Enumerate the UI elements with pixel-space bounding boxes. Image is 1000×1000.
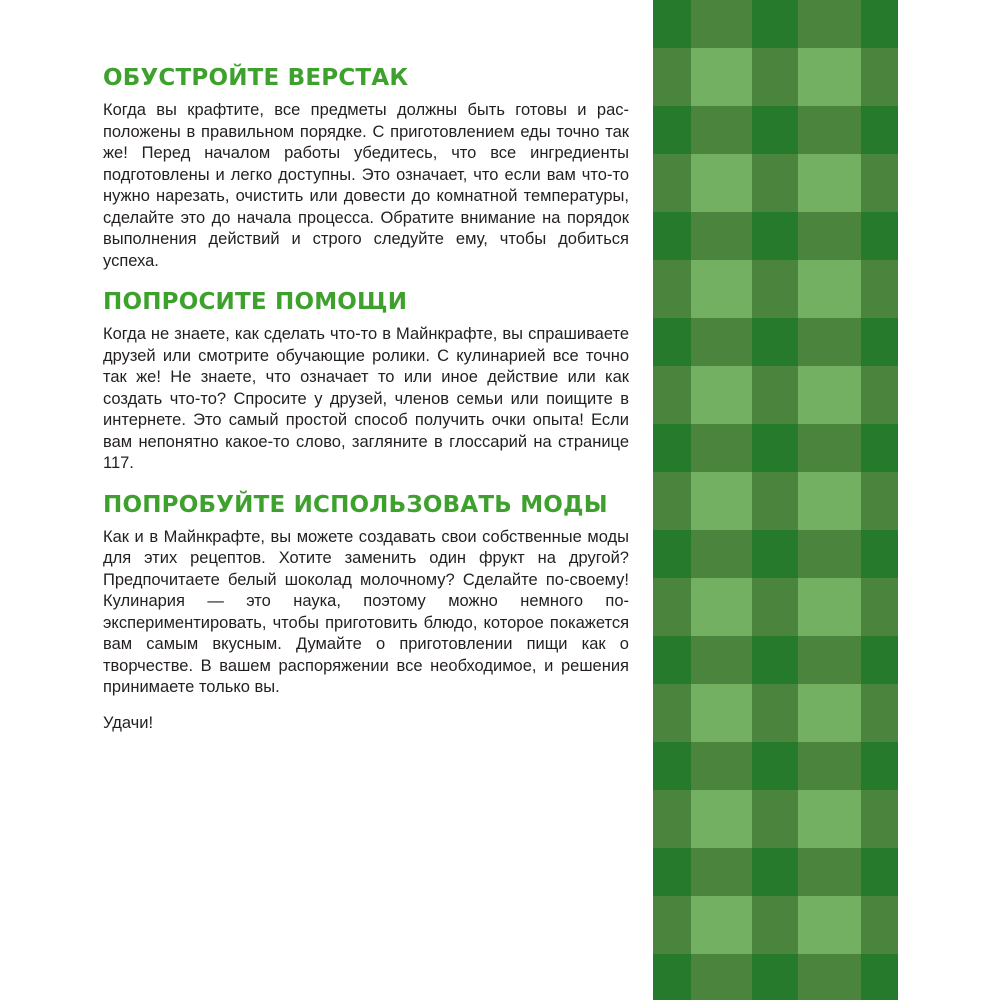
plaid-cell bbox=[861, 896, 898, 954]
plaid-cell bbox=[752, 578, 798, 636]
plaid-cell bbox=[653, 48, 691, 106]
plaid-cell bbox=[653, 0, 691, 48]
plaid-cell bbox=[752, 260, 798, 318]
plaid-cell bbox=[861, 578, 898, 636]
plaid-cell bbox=[752, 954, 798, 1000]
section-body-ask-help: Когда не знаете, как сделать что-то в Майнкрафте, вы спрашиваете друзей или смотрите обучающие ролики. С кулинарией все точно так же! Не знаете, что означает то или иное действие или как создать что-то? Спросите у друзей, членов семьи или поищите в интернете. Это самый простой способ получить очки опыта! Если вам непонятно какое-то слово, загляните в глоссарий на странице 117. bbox=[103, 325, 629, 472]
plaid-cell bbox=[653, 366, 691, 424]
plaid-cell bbox=[752, 424, 798, 472]
plaid-cell bbox=[798, 260, 861, 318]
plaid-cell bbox=[798, 366, 861, 424]
plaid-cell bbox=[653, 742, 691, 790]
plaid-cell bbox=[861, 154, 898, 212]
plaid-cell bbox=[752, 0, 798, 48]
plaid-cell bbox=[861, 684, 898, 742]
section-title-workbench: ОБУСТРОЙТЕ ВЕРСТАК bbox=[103, 65, 409, 91]
plaid-cell bbox=[752, 318, 798, 366]
plaid-cell bbox=[691, 0, 752, 48]
plaid-cell bbox=[691, 790, 752, 848]
plaid-cell bbox=[798, 106, 861, 154]
plaid-cell bbox=[861, 260, 898, 318]
plaid-cell bbox=[691, 954, 752, 1000]
plaid-cell bbox=[861, 636, 898, 684]
plaid-cell bbox=[653, 636, 691, 684]
plaid-cell bbox=[752, 790, 798, 848]
plaid-cell bbox=[653, 472, 691, 530]
plaid-cell bbox=[861, 424, 898, 472]
plaid-cell bbox=[752, 848, 798, 896]
plaid-cell bbox=[861, 106, 898, 154]
plaid-cell bbox=[691, 636, 752, 684]
plaid-cell bbox=[752, 472, 798, 530]
plaid-cell bbox=[691, 896, 752, 954]
plaid-cell bbox=[861, 366, 898, 424]
plaid-cell bbox=[798, 318, 861, 366]
plaid-cell bbox=[798, 954, 861, 1000]
plaid-cell bbox=[691, 106, 752, 154]
plaid-cell bbox=[653, 530, 691, 578]
plaid-cell bbox=[798, 578, 861, 636]
plaid-cell bbox=[798, 742, 861, 790]
plaid-cell bbox=[798, 530, 861, 578]
plaid-cell bbox=[691, 742, 752, 790]
plaid-cell bbox=[861, 848, 898, 896]
plaid-cell bbox=[653, 106, 691, 154]
plaid-cell bbox=[691, 366, 752, 424]
plaid-cell bbox=[752, 366, 798, 424]
plaid-cell bbox=[798, 212, 861, 260]
plaid-cell bbox=[691, 684, 752, 742]
plaid-cell bbox=[861, 318, 898, 366]
plaid-cell bbox=[691, 212, 752, 260]
plaid-cell bbox=[691, 578, 752, 636]
plaid-cell bbox=[653, 578, 691, 636]
plaid-cell bbox=[653, 896, 691, 954]
plaid-cell bbox=[691, 848, 752, 896]
plaid-cell bbox=[798, 154, 861, 212]
plaid-cell bbox=[691, 48, 752, 106]
plaid-cell bbox=[798, 424, 861, 472]
plaid-cell bbox=[861, 0, 898, 48]
plaid-cell bbox=[798, 48, 861, 106]
plaid-cell bbox=[861, 212, 898, 260]
plaid-cell bbox=[752, 684, 798, 742]
plaid-decoration bbox=[653, 0, 898, 1000]
section-title-mods: ПОПРОБУЙТЕ ИСПОЛЬЗОВАТЬ МОДЫ bbox=[103, 491, 608, 518]
plaid-cell bbox=[653, 318, 691, 366]
plaid-cell bbox=[752, 896, 798, 954]
plaid-cell bbox=[691, 154, 752, 212]
plaid-cell bbox=[653, 684, 691, 742]
plaid-cell bbox=[798, 0, 861, 48]
plaid-cell bbox=[798, 896, 861, 954]
plaid-cell bbox=[752, 636, 798, 684]
plaid-cell bbox=[653, 424, 691, 472]
plaid-cell bbox=[798, 684, 861, 742]
plaid-cell bbox=[798, 472, 861, 530]
plaid-cell bbox=[653, 790, 691, 848]
section-body-workbench: Когда вы крафтите, все предметы должны быть готовы и расположены в правильном порядке. С приготовлением еды точно так же! Перед началом работы убедитесь, что все ингредиенты подготовлены и легко доступны. Это означает, что если вам что-то нужно нарезать, очистить или довести до комнатной температуры, сделайте это до начала процесса. Обратите внимание на порядок выполнения действий и строго следуйте ему, чтобы добиться успеха. bbox=[103, 101, 629, 270]
plaid-cell bbox=[691, 260, 752, 318]
plaid-cell bbox=[653, 260, 691, 318]
plaid-cell bbox=[798, 790, 861, 848]
plaid-cell bbox=[653, 954, 691, 1000]
plaid-cell bbox=[653, 154, 691, 212]
plaid-cell bbox=[861, 954, 898, 1000]
plaid-cell bbox=[752, 742, 798, 790]
closing-line: Удачи! bbox=[103, 713, 154, 732]
plaid-cell bbox=[752, 106, 798, 154]
plaid-cell bbox=[752, 530, 798, 578]
plaid-cell bbox=[752, 212, 798, 260]
plaid-cell bbox=[691, 424, 752, 472]
plaid-cell bbox=[861, 48, 898, 106]
plaid-cell bbox=[752, 154, 798, 212]
section-title-ask-help: ПОПРОСИТЕ ПОМОЩИ bbox=[103, 289, 408, 315]
plaid-cell bbox=[691, 530, 752, 578]
plaid-cell bbox=[752, 48, 798, 106]
plaid-cell bbox=[861, 742, 898, 790]
plaid-cell bbox=[691, 472, 752, 530]
plaid-cell bbox=[861, 530, 898, 578]
plaid-cell bbox=[653, 212, 691, 260]
plaid-pattern bbox=[653, 0, 898, 1000]
section-body-mods: Как и в Майнкрафте, вы можете создавать свои собственные моды для этих рецептов. Хотите заменить один фрукт на другой? Предпочитаете белый шоколад молочному? Сделайте по-своему! Кулинария — это наука, поэтому можно немного поэкспериментировать, чтобы приготовить блюдо, которое покажется вам самым вкусным. Думайте о приготовлении пищи как о творчестве. В вашем распоряжении все необходимое, и решения принимаете только вы. bbox=[103, 527, 629, 696]
text-column bbox=[103, 62, 629, 734]
plaid-cell bbox=[861, 472, 898, 530]
plaid-cell bbox=[798, 848, 861, 896]
plaid-cell bbox=[798, 636, 861, 684]
plaid-cell bbox=[691, 318, 752, 366]
plaid-cell bbox=[861, 790, 898, 848]
plaid-cell bbox=[653, 848, 691, 896]
